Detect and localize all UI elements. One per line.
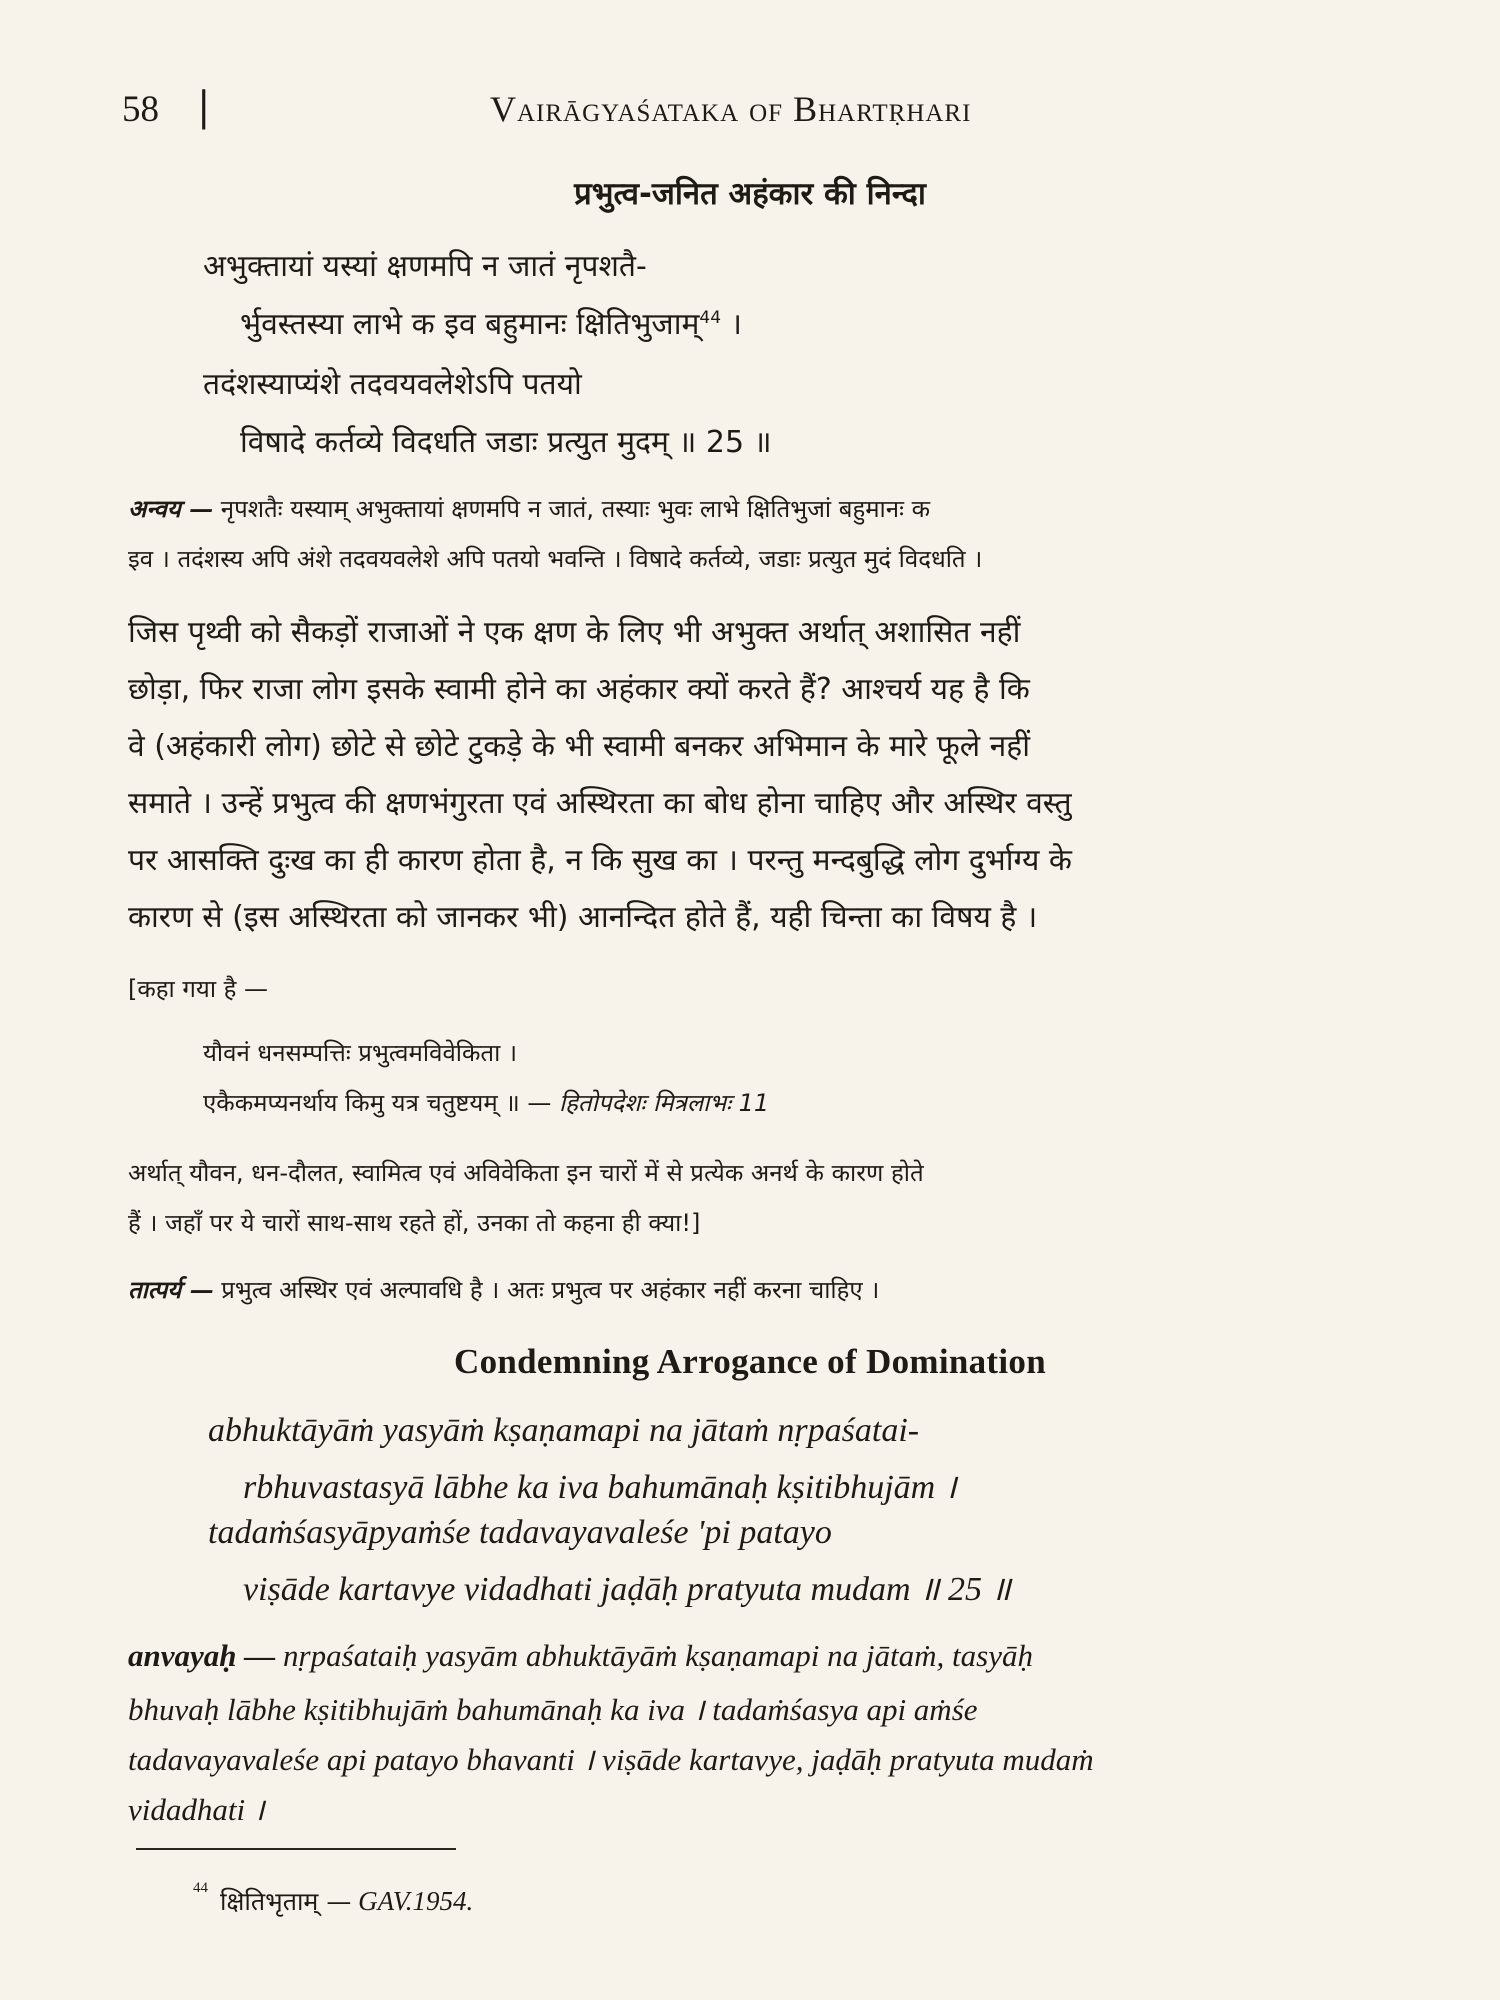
footnote-text	[220, 1884, 473, 1918]
hindi-anvaya-text-1: नृपशतैः यस्याम् अभुक्तायां क्षणमपि न जातं, तस्याः भुवः लाभे क्षितिभुजां बहुमानः क	[213, 495, 931, 523]
hindi-section-title: प्रभुत्व-जनित अहंकार की निन्दा	[574, 176, 926, 212]
header-separator: |	[197, 84, 211, 130]
english-anvaya-line-1	[128, 1638, 1033, 1674]
english-section-title: Condemning Arrogance of Domination	[454, 1342, 1046, 1381]
english-verse-line-2: rbhuvastasyā lābhe ka iva bahumānaḥ kṣitibhujām ।	[243, 1469, 957, 1506]
english-verse-line-3: tadaṁśasyāpyaṁśe tadavayavaleśe 'pi patayo	[208, 1514, 832, 1551]
english-anvaya-line-3: tadavayavaleśe api patayo bhavanti । viṣāde kartavye, jaḍāḥ pratyuta mudaṁ	[128, 1742, 1094, 1777]
hindi-anvaya-line-2: इव । तदंशस्य अपि अंशे तदवयवलेशे अपि पतयो भवन्ति । विषादे कर्तव्ये, जडाः प्रत्युत मुदं विदधति ।	[128, 545, 983, 573]
quote-line-2	[203, 1086, 769, 1119]
tatparya-label: तात्पर्य —	[128, 1275, 214, 1304]
hindi-explanation-line-2: छोड़ा, फिर राजा लोग इसके स्वामी होने का अहंकार क्यों करते हैं? आश्चर्य यह है कि	[128, 672, 1030, 707]
footnote-number: 44	[193, 1880, 208, 1896]
tatparya-text: प्रभुत्व अस्थिर एवं अल्पावधि है । अतः प्रभुत्व पर अहंकार नहीं करना चाहिए ।	[213, 1276, 880, 1304]
quote-line-1: यौवनं धनसम्पत्तिः प्रभुत्वमविवेकिता ।	[203, 1039, 518, 1067]
english-verse-line-1: abhuktāyāṁ yasyāṁ kṣaṇamapi na jātaṁ nṛpaśatai-	[208, 1412, 920, 1449]
hindi-verse-line-2	[240, 302, 742, 343]
english-anvaya-text-1: nṛpaśataiḥ yasyām abhuktāyāṁ kṣaṇamapi na jātaṁ, tasyāḥ	[275, 1638, 1033, 1673]
hindi-verse-line-3: तदंशस्याप्यंशे तदवयवलेशेऽपि पतयो	[203, 367, 582, 402]
page-number: 58	[122, 89, 159, 130]
footnote-word: क्षितिभृताम् —	[220, 1887, 352, 1916]
hindi-explanation-line-6: कारण से (इस अस्थिरता को जानकर भी) आनन्दित होते हैं, यही चिन्ता का विषय है ।	[128, 900, 1038, 935]
english-anvaya-line-4: vidadhati ।	[128, 1792, 265, 1827]
hindi-verse-line-1: अभुक्तायां यस्यां क्षणमपि न जातं नृपशतै-	[203, 249, 647, 284]
quote-source: हितोपदेशः मित्रलाभः 11	[558, 1089, 770, 1117]
hindi-explanation-line-3: वे (अहंकारी लोग) छोटे से छोटे टुकड़े के भी स्वामी बनकर अभिमान के मारे फूले नहीं	[128, 729, 1030, 764]
english-anvaya-label: anvayaḥ —	[128, 1638, 276, 1673]
footnote-source: GAV.1954.	[351, 1886, 474, 1916]
english-verse-line-4: viṣāde kartavye vidadhati jaḍāḥ pratyuta mudam ॥ 25 ॥	[243, 1571, 1011, 1608]
hindi-explanation-line-1: जिस पृथ्वी को सैकड़ों राजाओं ने एक क्षण के लिए भी अभुक्त अर्थात् अशासित नहीं	[128, 615, 1021, 650]
tatparya-line	[128, 1273, 879, 1306]
footnote-marker: 44	[699, 308, 722, 328]
hindi-verse-line-2-end: ।	[721, 307, 742, 342]
hindi-anvaya-line-1	[128, 492, 930, 525]
quote-intro: [कहा गया है —	[128, 975, 269, 1003]
meaning-line-2: हैं । जहाँ पर ये चारों साथ-साथ रहते हों, उनका तो कहना ही क्या!]	[128, 1209, 701, 1237]
hindi-explanation-line-5: पर आसक्ति दुःख का ही कारण होता है, न कि सुख का । परन्तु मन्दबुद्धि लोग दुर्भाग्य के	[128, 843, 1072, 878]
footnote-rule	[136, 1848, 456, 1850]
quote-line-2-text: एकैकमप्यनर्थाय किमु यत्र चतुष्टयम् ॥ —	[203, 1089, 552, 1117]
hindi-verse-line-2-text: र्भुवस्तस्या लाभे क इव बहुमानः क्षितिभुजाम्	[240, 307, 700, 342]
english-anvaya-line-2: bhuvaḥ lābhe kṣitibhujāṁ bahumānaḥ ka iva । tadaṁśasya api aṁśe	[128, 1692, 978, 1727]
meaning-line-1: अर्थात् यौवन, धन-दौलत, स्वामित्व एवं अविवेकिता इन चारों में से प्रत्येक अनर्थ के कारण होते	[128, 1159, 924, 1187]
running-title: Vairāgyaśataka of Bhartṛhari	[490, 89, 972, 129]
hindi-explanation-line-4: समाते । उन्हें प्रभुत्व की क्षणभंगुरता एवं अस्थिरता का बोध होना चाहिए और अस्थिर वस्तु	[128, 786, 1072, 821]
hindi-anvaya-label: अन्वय —	[128, 494, 214, 523]
hindi-verse-line-4: विषादे कर्तव्ये विदधति जडाः प्रत्युत मुदम् ॥ 25 ॥	[240, 425, 772, 460]
